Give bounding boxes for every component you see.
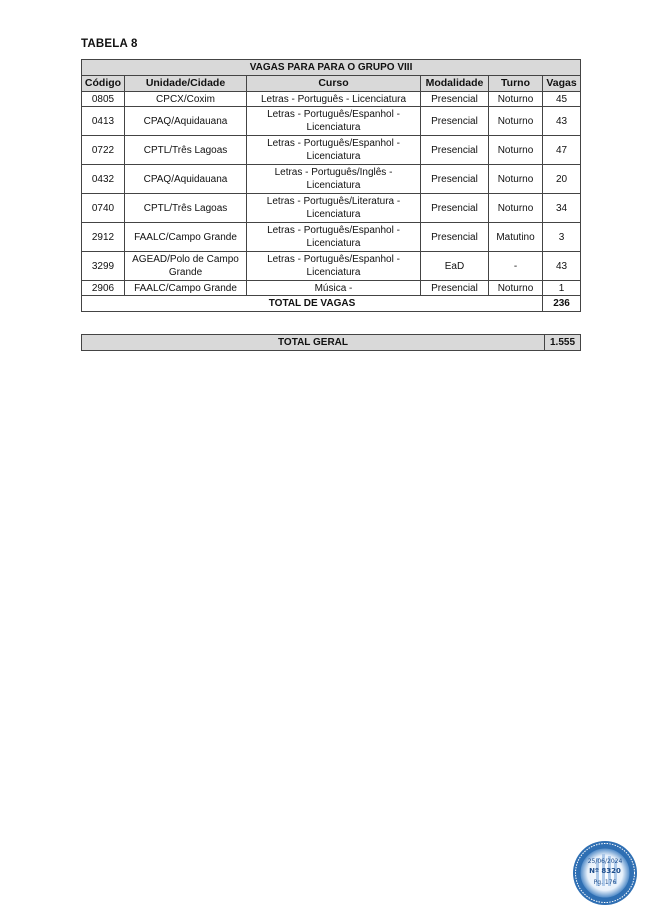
cell-turno: Noturno bbox=[489, 194, 543, 223]
cell-unidade: CPAQ/Aquidauana bbox=[125, 165, 247, 194]
total-geral-value: 1.555 bbox=[545, 335, 581, 351]
cell-unidade: FAALC/Campo Grande bbox=[125, 223, 247, 252]
cell-vagas: 1 bbox=[543, 281, 581, 296]
cell-modalidade: Presencial bbox=[421, 223, 489, 252]
table-row bbox=[82, 136, 581, 165]
cell-turno: Matutino bbox=[489, 223, 543, 252]
cell-vagas: 34 bbox=[543, 194, 581, 223]
cell-modalidade: Presencial bbox=[421, 136, 489, 165]
seal-date: 25/06/2024 bbox=[587, 858, 623, 865]
table-row bbox=[82, 107, 581, 136]
cell-curso: Letras - Português - Licenciatura bbox=[247, 92, 421, 107]
cell-codigo: 0413 bbox=[82, 107, 125, 136]
cell-curso: Letras - Português/Espanhol - Licenciatura bbox=[247, 223, 421, 252]
cell-vagas: 43 bbox=[543, 252, 581, 281]
seal-page: Pg. 176 bbox=[593, 879, 617, 886]
cell-codigo: 3299 bbox=[82, 252, 125, 281]
table-row bbox=[82, 194, 581, 223]
total-geral-table bbox=[81, 334, 581, 351]
header-curso: Curso bbox=[247, 76, 421, 92]
seal-number: Nº 8320 bbox=[589, 867, 621, 875]
table-row bbox=[82, 252, 581, 281]
cell-turno: Noturno bbox=[489, 107, 543, 136]
cell-unidade: CPCX/Coxim bbox=[125, 92, 247, 107]
table-row bbox=[82, 281, 581, 296]
table-row bbox=[82, 92, 581, 107]
cell-codigo: 0722 bbox=[82, 136, 125, 165]
cell-unidade: CPTL/Três Lagoas bbox=[125, 136, 247, 165]
cell-codigo: 2912 bbox=[82, 223, 125, 252]
cell-modalidade: EaD bbox=[421, 252, 489, 281]
total-label: TOTAL DE VAGAS bbox=[82, 296, 543, 312]
header-turno: Turno bbox=[489, 76, 543, 92]
cell-turno: Noturno bbox=[489, 281, 543, 296]
total-geral-label: TOTAL GERAL bbox=[82, 335, 545, 351]
total-row bbox=[82, 296, 581, 312]
cell-turno: - bbox=[489, 252, 543, 281]
cell-curso: Letras - Português/Literatura - Licenciatura bbox=[247, 194, 421, 223]
header-modalidade: Modalidade bbox=[421, 76, 489, 92]
cell-curso: Letras - Português/Inglês - Licenciatura bbox=[247, 165, 421, 194]
table-row bbox=[82, 165, 581, 194]
table-title: VAGAS PARA PARA O GRUPO VIII bbox=[82, 60, 581, 76]
cell-modalidade: Presencial bbox=[421, 281, 489, 296]
cell-turno: Noturno bbox=[489, 165, 543, 194]
table-row bbox=[82, 223, 581, 252]
cell-vagas: 3 bbox=[543, 223, 581, 252]
cell-unidade: CPTL/Três Lagoas bbox=[125, 194, 247, 223]
cell-codigo: 0432 bbox=[82, 165, 125, 194]
cell-curso: Música - bbox=[247, 281, 421, 296]
cell-vagas: 45 bbox=[543, 92, 581, 107]
header-vagas: Vagas bbox=[543, 76, 581, 92]
cell-curso: Letras - Português/Espanhol - Licenciatura bbox=[247, 252, 421, 281]
table-heading: TABELA 8 bbox=[81, 38, 138, 50]
cell-vagas: 43 bbox=[543, 107, 581, 136]
cell-curso: Letras - Português/Espanhol - Licenciatura bbox=[247, 107, 421, 136]
header-unidade: Unidade/Cidade bbox=[125, 76, 247, 92]
cell-vagas: 47 bbox=[543, 136, 581, 165]
cell-modalidade: Presencial bbox=[421, 194, 489, 223]
cell-codigo: 0805 bbox=[82, 92, 125, 107]
cell-curso: Letras - Português/Espanhol - Licenciatura bbox=[247, 136, 421, 165]
header-codigo: Código bbox=[82, 76, 125, 92]
cell-modalidade: Presencial bbox=[421, 92, 489, 107]
cell-modalidade: Presencial bbox=[421, 165, 489, 194]
cell-vagas: 20 bbox=[543, 165, 581, 194]
cell-modalidade: Presencial bbox=[421, 107, 489, 136]
cell-unidade: AGEAD/Polo de Campo Grande bbox=[125, 252, 247, 281]
vagas-table bbox=[81, 59, 581, 312]
cell-turno: Noturno bbox=[489, 92, 543, 107]
cell-unidade: CPAQ/Aquidauana bbox=[125, 107, 247, 136]
cell-unidade: FAALC/Campo Grande bbox=[125, 281, 247, 296]
cell-turno: Noturno bbox=[489, 136, 543, 165]
cell-codigo: 2906 bbox=[82, 281, 125, 296]
cell-codigo: 0740 bbox=[82, 194, 125, 223]
total-value: 236 bbox=[543, 296, 581, 312]
